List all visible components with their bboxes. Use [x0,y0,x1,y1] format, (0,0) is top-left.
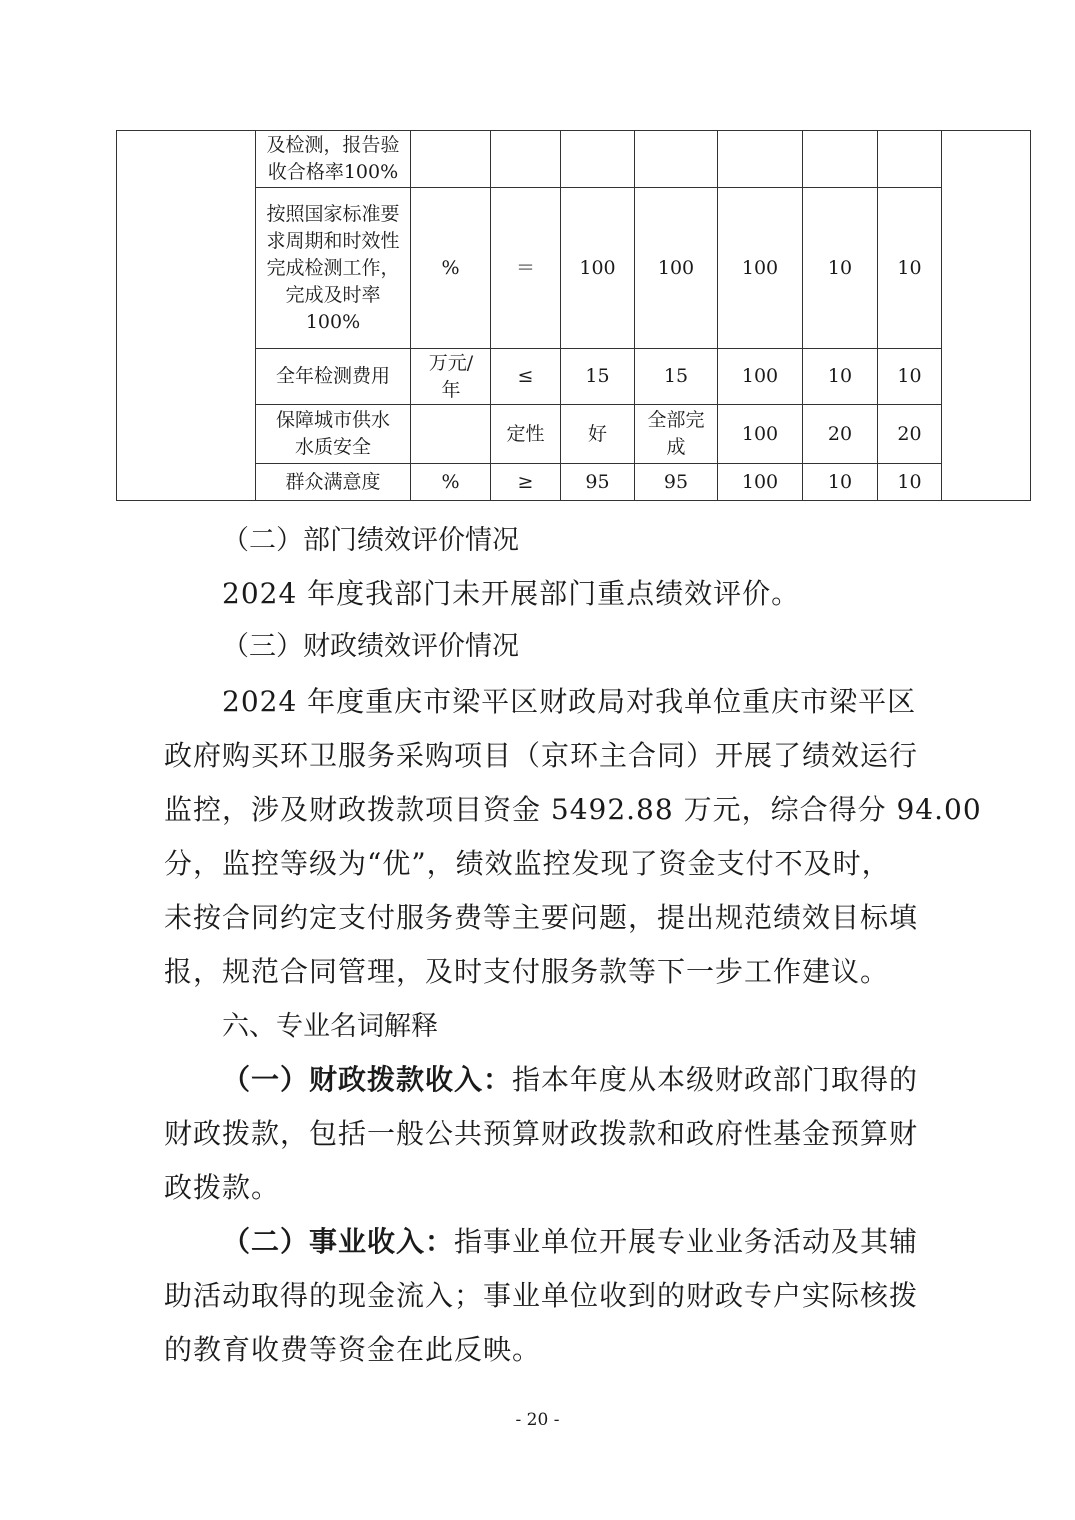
table-cell-target: 95 [585,470,610,493]
table-cell-actual: 全部完成 [647,409,705,458]
glossary-line: 助活动取得的现金流入；事业单位收到的财政专户实际核拨 [164,1279,919,1312]
table-cell-target: 好 [587,422,607,445]
glossary-line [222,1220,918,1260]
table-cell-indicator: 全年检测费用 [275,365,390,387]
table-cell-weight: 20 [827,422,853,445]
table-cell-actual: 15 [663,365,689,387]
table-cell-target: 100 [579,256,616,279]
table-cell-symbol: ＝ [515,256,535,279]
table-cell-weight: 10 [827,365,853,387]
table-cell-indicator: 按照国家标准要求周期和时效性完成检测工作，完成及时率100% [266,202,400,333]
table-cell-symbol: 定性 [506,422,545,445]
section-heading-glossary: 六、专业名词解释 [222,1011,438,1042]
glossary-definition: 指事业单位开展专业业务活动及其辅 [454,1225,919,1258]
glossary-line: 的教育收费等资金在此反映。 [164,1333,542,1366]
table-cell-rate: 100 [741,422,779,445]
paragraph-line: 报，规范合同管理，及时支付服务款等下一步工作建议。 [164,955,890,988]
table-cell-target: 15 [585,365,610,387]
paragraph-line: 监控，涉及财政拨款项目资金 5492.88 万元，综合得分 94.00 [164,793,982,826]
section-heading-fiscal-evaluation: （三）财政绩效评价情况 [222,631,519,662]
paragraph-dept-evaluation: 2024 年度我部门未开展部门重点绩效评价。 [222,577,801,610]
paragraph-line: 未按合同约定支付服务费等主要问题，提出规范绩效目标填 [164,901,919,934]
section-heading-dept-evaluation: （二）部门绩效评价情况 [222,525,519,556]
table-cell-weight: 10 [827,470,853,493]
table-cell-unit: % [441,256,460,279]
table-cell-score: 10 [897,365,922,387]
table-cell-rate: 100 [741,365,779,387]
table-cell-indicator: 群众满意度 [285,470,381,493]
table-cell-score: 10 [897,470,922,493]
glossary-term-fiscal-appropriation: （一）财政拨款收入： [222,1063,513,1096]
glossary-definition: 指本年度从本级财政部门取得的 [512,1063,919,1096]
table-cell-unit: 万元/年 [428,351,474,401]
table-cell-symbol: ≤ [517,365,534,387]
table-cell-indicator: 及检测，报告验收合格率100% [266,134,400,183]
page-number: - 20 - [515,1410,560,1430]
glossary-line: 政拨款。 [164,1171,281,1204]
paragraph-line: 政府购买环卫服务采购项目（京环主合同）开展了绩效运行 [164,739,919,772]
table-cell-indicator: 保障城市供水水质安全 [275,409,390,458]
glossary-term-business-income: （二）事业收入： [222,1225,455,1258]
table-cell-rate: 100 [741,470,779,493]
glossary-line: 财政拨款，包括一般公共预算财政拨款和政府性基金预算财 [164,1117,919,1150]
paragraph-line: 分，监控等级为“优”，绩效监控发现了资金支付不及时， [164,847,891,880]
table-cell-actual: 100 [657,256,695,279]
table-cell-score: 20 [897,422,922,445]
table-cell-rate: 100 [741,256,779,279]
glossary-line [222,1058,918,1098]
table-cell-actual: 95 [663,470,689,493]
table-cell-symbol: ≥ [517,470,534,493]
paragraph-line: 2024 年度重庆市梁平区财政局对我单位重庆市梁平区 [222,685,917,718]
table-cell-unit: % [441,470,460,493]
table-cell-score: 10 [897,256,922,279]
table-cell-weight: 10 [827,256,853,279]
